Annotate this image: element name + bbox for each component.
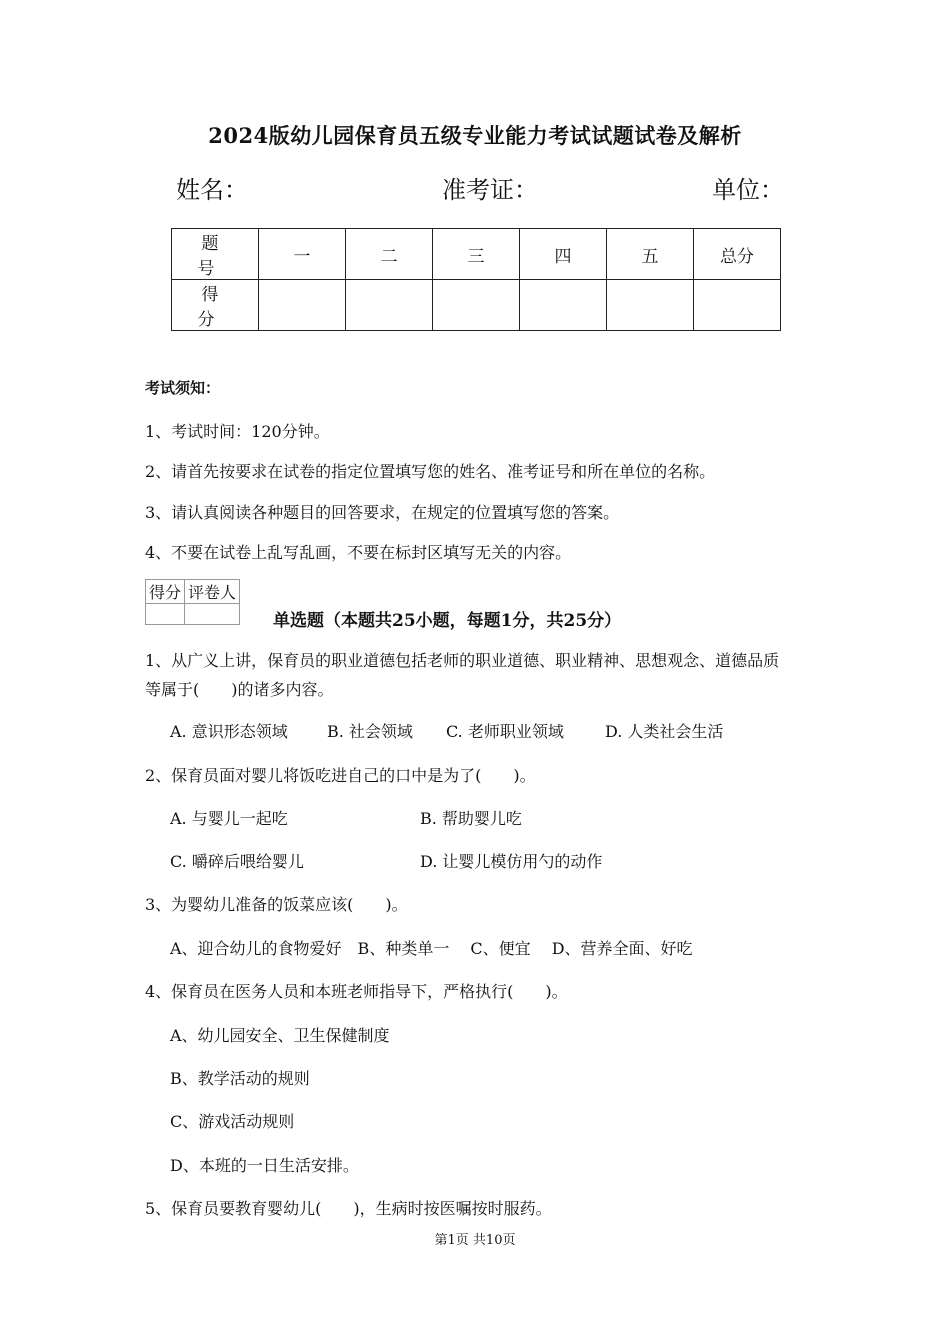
score-row-label: 得 分: [172, 280, 259, 331]
question-2-text: 2、保育员面对婴儿将饭吃进自己的口中是为了( )。: [145, 766, 536, 785]
question-1-option-a[interactable]: A. 意识形态领域: [170, 722, 288, 741]
grader-score-cell[interactable]: [146, 604, 185, 625]
unit-label: 单位：: [712, 176, 784, 204]
score-header-cell: 二: [346, 229, 433, 280]
score-cell[interactable]: [259, 280, 346, 331]
question-1-text-cont: 等属于( )的诸多内容。: [145, 680, 334, 699]
question-4-option-c[interactable]: C、游戏活动规则: [170, 1112, 295, 1131]
question-2-option-a[interactable]: A. 与婴儿一起吃: [170, 809, 288, 828]
question-2-option-d[interactable]: D. 让婴儿模仿用勺的动作: [420, 852, 603, 871]
score-header-cell: 总分: [694, 229, 781, 280]
score-cell[interactable]: [346, 280, 433, 331]
notice-item: 2、请首先按要求在试卷的指定位置填写您的姓名、准考证号和所在单位的名称。: [145, 462, 716, 481]
question-1-option-c[interactable]: C. 老师职业领域: [446, 722, 564, 741]
question-2-option-b[interactable]: B. 帮助婴儿吃: [420, 809, 522, 828]
question-1-text: 1、从广义上讲，保育员的职业道德包括老师的职业道德、职业精神、思想观念、道德品质: [145, 651, 780, 670]
score-cell[interactable]: [433, 280, 520, 331]
grader-box: [145, 579, 240, 625]
score-header-cell: 五: [607, 229, 694, 280]
score-header-cell: 四: [520, 229, 607, 280]
score-cell[interactable]: [694, 280, 781, 331]
score-table: [171, 228, 781, 331]
name-label: 姓名：: [176, 176, 248, 204]
score-header-cell: 三: [433, 229, 520, 280]
score-table-score-row: [172, 280, 781, 331]
question-4-text: 4、保育员在医务人员和本班老师指导下，严格执行( )。: [145, 982, 568, 1001]
question-1-option-b[interactable]: B. 社会领域: [327, 722, 413, 741]
score-cell[interactable]: [607, 280, 694, 331]
section-title: 单选题（本题共25小题，每题1分，共25分）: [273, 611, 622, 631]
score-cell[interactable]: [520, 280, 607, 331]
notice-item: 1、考试时间：120分钟。: [145, 422, 330, 441]
question-1-option-d[interactable]: D. 人类社会生活: [605, 722, 724, 741]
question-5-text: 5、保育员要教育婴幼儿( )，生病时按医嘱按时服药。: [145, 1199, 552, 1218]
grader-score-label: 得分: [146, 580, 185, 604]
notice-title: 考试须知：: [145, 379, 221, 397]
document-title: 2024版幼儿园保育员五级专业能力考试试题试卷及解析: [208, 123, 742, 148]
score-header-cell: 题 号: [172, 229, 259, 280]
notice-item: 4、不要在试卷上乱写乱画，不要在标封区填写无关的内容。: [145, 543, 572, 562]
grader-reviewer-label: 评卷人: [185, 580, 240, 604]
question-3-text: 3、为婴幼儿准备的饭菜应该( )。: [145, 895, 408, 914]
score-header-cell: 一: [259, 229, 346, 280]
id-label: 准考证：: [442, 176, 538, 204]
page-footer: 第1页 共10页: [434, 1233, 516, 1248]
question-3-options[interactable]: A、迎合幼儿的食物爱好 B、种类单一 C、便宜 D、营养全面、好吃: [170, 939, 693, 958]
question-4-option-b[interactable]: B、教学活动的规则: [170, 1069, 310, 1088]
question-4-option-a[interactable]: A、幼儿园安全、卫生保健制度: [170, 1026, 390, 1045]
question-2-option-c[interactable]: C. 嚼碎后喂给婴儿: [170, 852, 304, 871]
score-table-header-row: [172, 229, 781, 280]
question-4-option-d[interactable]: D、本班的一日生活安排。: [170, 1156, 359, 1175]
notice-item: 3、请认真阅读各种题目的回答要求，在规定的位置填写您的答案。: [145, 503, 620, 522]
grader-reviewer-cell[interactable]: [185, 604, 240, 625]
